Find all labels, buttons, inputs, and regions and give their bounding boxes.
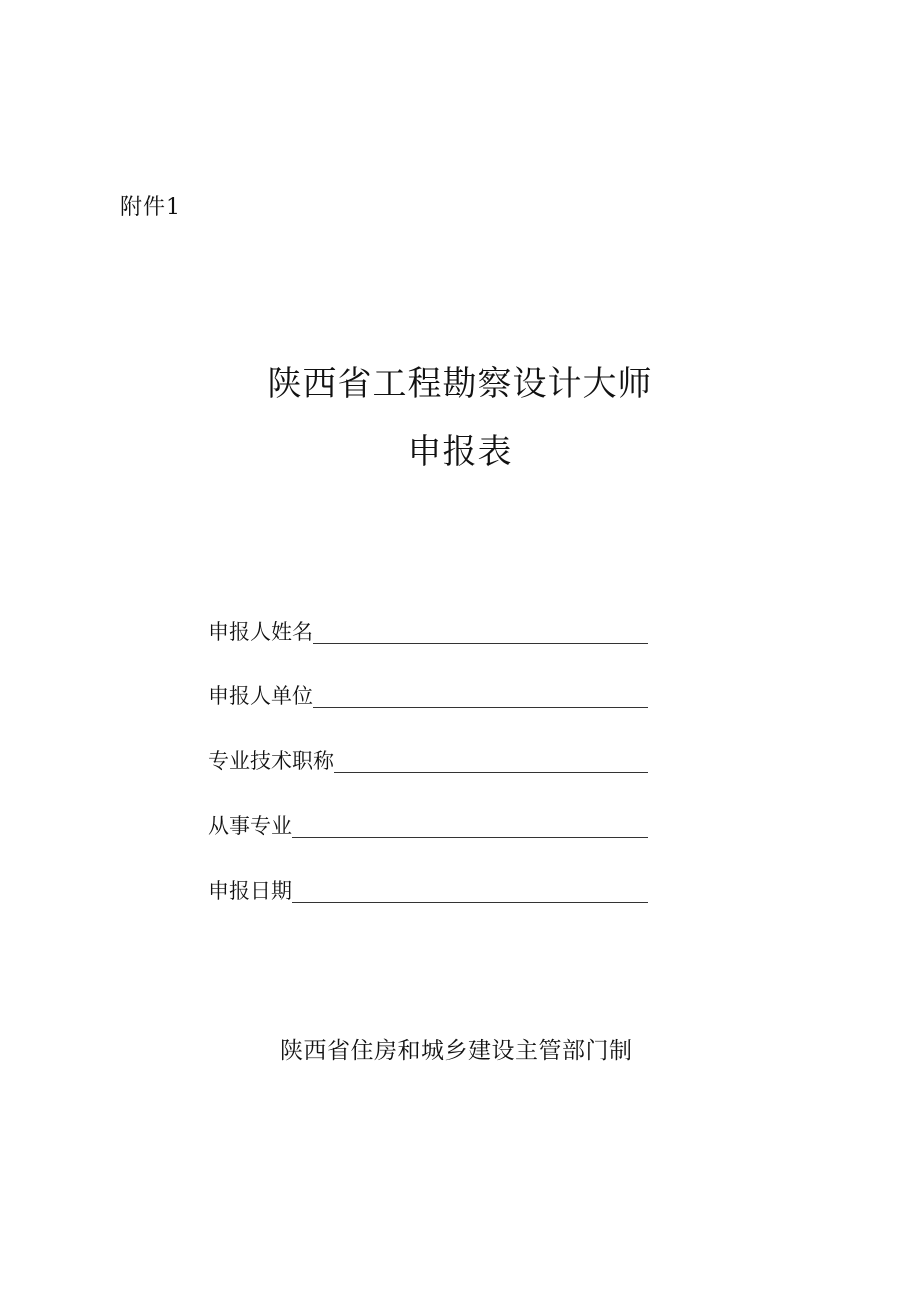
field-application-date (208, 877, 648, 905)
field-applicant-unit (208, 682, 648, 710)
fill-in-line (313, 621, 648, 644)
attachment-label: 附件1 (120, 195, 181, 220)
field-specialty (208, 812, 648, 840)
issuer-footer: 陕西省住房和城乡建设主管部门制 (280, 1038, 633, 1064)
field-label: 申报人单位 (208, 684, 313, 708)
fill-in-line (292, 880, 648, 903)
field-label: 从事专业 (208, 814, 292, 838)
field-applicant-name (208, 618, 648, 646)
fill-in-line (313, 685, 648, 708)
document-subtitle: 申报表 (407, 432, 513, 472)
fill-in-line (292, 815, 648, 838)
field-label: 申报日期 (208, 879, 292, 903)
document-title: 陕西省工程勘察设计大师 (267, 364, 653, 404)
field-label: 申报人姓名 (208, 620, 313, 644)
field-professional-title (208, 747, 648, 775)
field-label: 专业技术职称 (208, 749, 334, 773)
fill-in-line (334, 750, 648, 773)
